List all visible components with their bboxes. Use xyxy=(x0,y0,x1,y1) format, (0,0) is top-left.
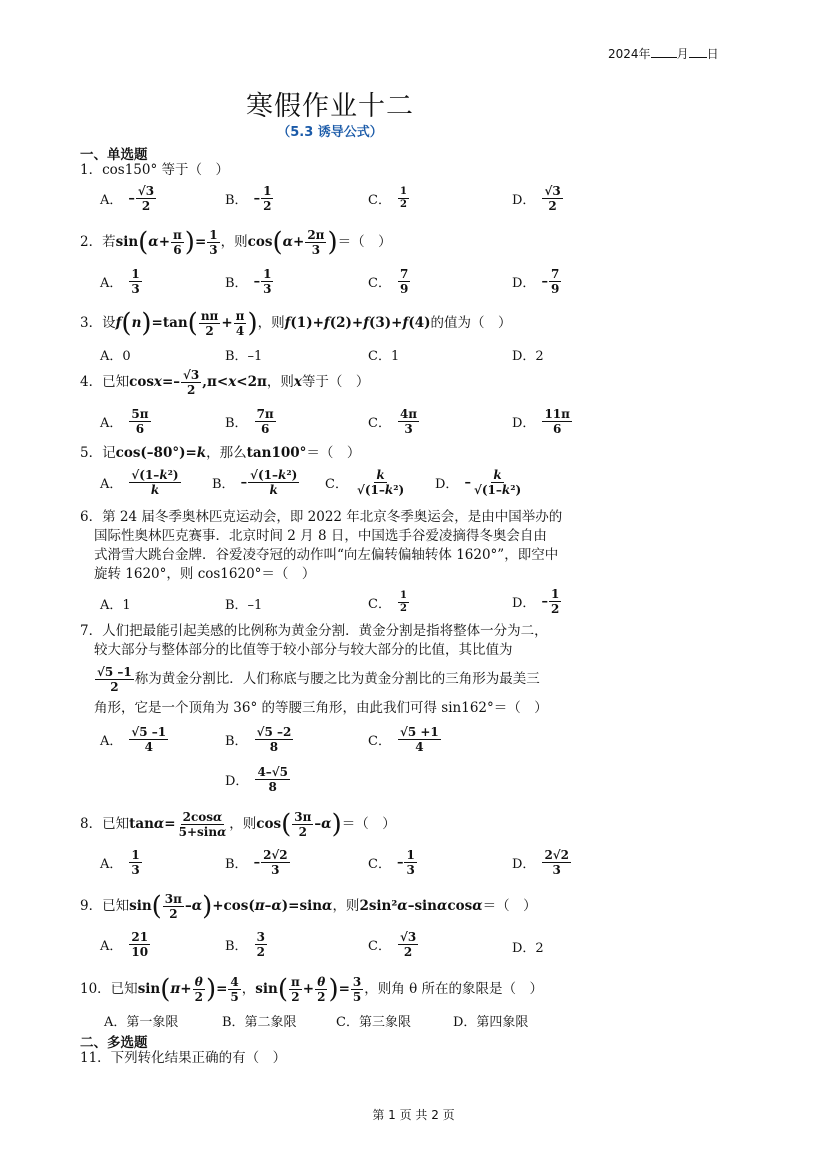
q3-stem: 3．设f(n)=tan( $\frac{n\pi}{2}$ + $\frac{\pi}{4}$ )，则f(1)+f(2)+f(3)+f(4)的值为（ ） xyxy=(80,308,512,339)
q8-option-d: D． $\frac{2√2}{3}$ xyxy=(512,848,570,877)
q11-stem: 11．下列转化结果正确的有（ ） xyxy=(80,1050,287,1066)
q3-option-c: C．1 xyxy=(368,349,400,364)
page-footer: 第 1 页 共 2 页 xyxy=(372,1108,455,1122)
q8-option-b: B． – $\frac{2√2}{3}$ xyxy=(225,848,288,877)
q6-line-1: 6．第 24 届冬季奥林匹克运动会，即 2022 年北京冬季奥运会，是由中国举办的 xyxy=(80,509,563,525)
q5-option-b: B． – $\frac{\text{√(1–k²)}}{k}$ xyxy=(212,468,298,497)
q7-option-d: D． $\frac{4-√5}{8}$ xyxy=(225,765,289,794)
q6-option-b: B．–1 xyxy=(225,598,263,613)
q9-option-d: D．2 xyxy=(512,941,544,956)
q1-option-c: C． $\frac{1}{2}$ xyxy=(368,186,407,210)
section-single-choice: 一、单选题 xyxy=(80,147,148,163)
q1-stem: 1．cos150° 等于（ ） xyxy=(80,162,230,178)
q2-option-d: D． – $\frac{7}{9}$ xyxy=(512,267,560,296)
q7-line-1: 7．人们把最能引起美感的比例称为黄金分割．黄金分割是指将整体一分为二， xyxy=(80,623,548,639)
q8-option-a: A． $\frac{1}{3}$ xyxy=(100,848,140,877)
q6-option-d: D． – $\frac{1}{2}$ xyxy=(512,587,560,616)
date-line: 2024年 月 日 xyxy=(608,47,719,61)
q1-option-b: B． – $\frac{1}{2}$ xyxy=(225,184,272,213)
q8-stem: 8．已知tanα= $\frac{2\cos\alpha}{5+\sin\alpha}$ ，则cos( $\frac{3\pi}{2}$ –α)＝（ ） xyxy=(80,809,396,840)
page-title: 寒假作业十二 xyxy=(246,91,414,122)
q9-stem: 9．已知sin( $\frac{3\pi}{2}$ –α)+cos(π–α)=sinα，则2sin²α–sinαcosα＝（ ） xyxy=(80,891,537,922)
page-subtitle: （5.3 诱导公式） xyxy=(277,125,383,140)
q10-stem: 10．已知sin(π+ $\frac{\theta}{2}$ )= $\frac{4}{5}$ ，sin( $\frac{\pi}{2}$ + $\frac{\theta}{2}$ )= $\frac{3}{5}$ ，则角 θ 所在的象限是（ ） xyxy=(80,974,543,1005)
q10-option-d: D．第四象限 xyxy=(453,1015,529,1030)
q4-stem: 4．已知cosx=– $\frac{√3}{2}$ ,π<x<2π，则x等于（ ） xyxy=(80,368,370,397)
q9-option-c: C． $\frac{√3}{2}$ xyxy=(368,930,417,959)
q5-option-d: D． – $\frac{k}{\text{√(1–k²)}}$ xyxy=(435,468,522,497)
q8-option-c: C． – $\frac{1}{3}$ xyxy=(368,848,415,877)
q2-option-a: A． $\frac{1}{3}$ xyxy=(100,267,140,296)
q9-option-a: A． $\frac{21}{10}$ xyxy=(100,930,149,959)
section-multi-choice: 二、多选题 xyxy=(80,1035,148,1051)
q1-option-d: D． $\frac{√3}{2}$ xyxy=(512,184,561,213)
q3-option-a: A．0 xyxy=(100,349,131,364)
q6-option-a: A．1 xyxy=(100,598,131,613)
q6-line-2: 国际性奥林匹克赛事．北京时间 2 月 8 日，中国选手谷爱凌摘得冬奥会自由 xyxy=(94,528,547,544)
q9-option-b: B． $\frac{3}{2}$ xyxy=(225,930,265,959)
q5-option-c: C． $\frac{k}{\text{√(1–k²)}}$ xyxy=(325,468,405,497)
q7-line-2: 较大部分与整体部分的比值等于较小部分与较大部分的比值，其比值为 xyxy=(94,642,513,658)
q5-stem: 5．记cos(–80°)=k，那么tan100°＝（ ） xyxy=(80,445,361,461)
q5-option-a: A． $\frac{\text{√(1–k²)}}{k}$ xyxy=(100,468,179,497)
q6-line-4: 旋转 1620°，则 cos1620°＝（ ） xyxy=(94,566,316,582)
q7-option-a: A． $\frac{√5 -1}{4}$ xyxy=(100,725,167,754)
q4-option-a: A． $\frac{5\pi}{6}$ xyxy=(100,407,149,436)
q3-option-b: B．–1 xyxy=(225,349,263,364)
q7-option-c: C． $\frac{√5 +1}{4}$ xyxy=(368,725,439,754)
q2-option-c: C． $\frac{7}{9}$ xyxy=(368,267,409,296)
q3-option-d: D．2 xyxy=(512,349,544,364)
q4-option-d: D． $\frac{11\pi}{6}$ xyxy=(512,407,570,436)
q1-option-a: A． – $\frac{√3}{2}$ xyxy=(100,184,155,213)
q6-line-3: 式滑雪大跳台金牌．谷爱凌夺冠的动作叫“向左偏转偏轴转体 1620°”，即空中 xyxy=(94,547,559,563)
q10-option-a: A．第一象限 xyxy=(104,1015,179,1030)
q6-option-c: C． $\frac{1}{2}$ xyxy=(368,590,407,614)
q4-option-c: C． $\frac{4\pi}{3}$ xyxy=(368,407,418,436)
q2-stem: 2．若sin(α+ $\frac{\pi}{6}$ )= $\frac{1}{3}$ ，则cos(α+ $\frac{2\pi}{3}$ )＝（ ） xyxy=(80,227,392,258)
q7-line-3: $\frac{√5 -1}{2}$ 称为黄金分割比．人们称底与腰之比为黄金分割比的三角形为最美三 xyxy=(97,665,540,694)
q7-option-b: B． $\frac{√5 -2}{8}$ xyxy=(225,725,292,754)
q10-option-c: C．第三象限 xyxy=(336,1015,411,1030)
q2-option-b: B． – $\frac{1}{3}$ xyxy=(225,267,272,296)
q10-option-b: B．第二象限 xyxy=(222,1015,297,1030)
q4-option-b: B． $\frac{7\pi}{6}$ xyxy=(225,407,274,436)
q7-line-4: 角形，它是一个顶角为 36° 的等腰三角形，由此我们可得 sin162°＝（ ） xyxy=(94,700,548,716)
